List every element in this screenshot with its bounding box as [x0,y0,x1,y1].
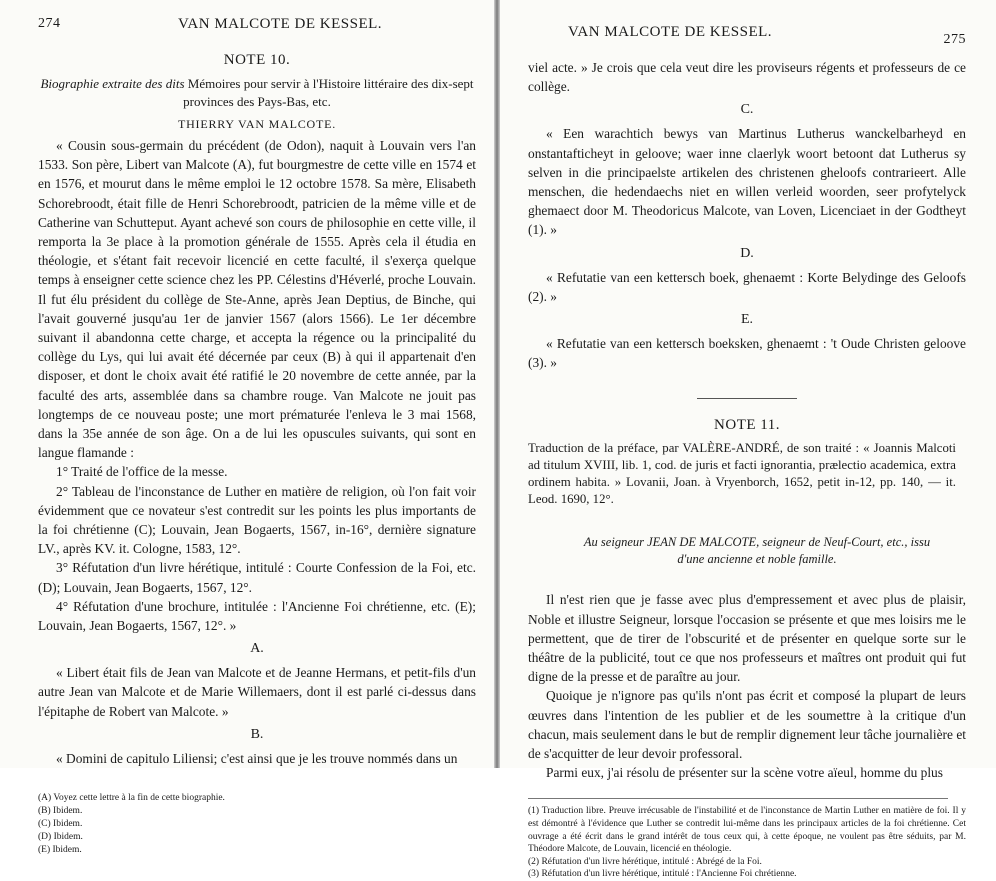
section-b-text: « Domini de capitulo Liliensi; c'est ainsi que je les trouve nommés dans un [56,750,458,766]
preface-paragraph-3: Parmi eux, j'ai résolu de présenter sur la scène votre aïeul, homme du plus [546,765,943,781]
note-10-subtitle [38,75,476,111]
section-b-letter: B. [250,726,264,742]
left-page [0,0,496,856]
footnote-b: (B) Ibidem. [38,806,83,817]
subtitle-italic: Biographie extraite des dits [40,76,185,91]
footnote-2: (2) Réfutation d'un livre hérétique, intitulé : Abrégé de la Foi. [528,856,762,867]
footnote-c: (C) Ibidem. [38,819,83,830]
section-d-letter: D. [740,245,754,261]
right-running-head [528,18,966,47]
section-d-text: « Refutatie van een kettersch boek, ghenaemt : Korte Belydinge des Geloofs (2). » [528,269,966,304]
work-item-3: 3° Réfutation d'un livre hérétique, intitulé : Courte Confession de la Foi, etc. (D); Louvain, Jean Bogaerts, 1567, 12°. [38,560,476,595]
section-c-text: « Een warachtich bewys van Martinus Lutherus wanckelbarheyd en onstantafticheyt in geloove; waer inne claerlyk woort betoont dat Lutherus sy selven in die principaelste artikelen des christenen gheloofs contrarieert. Alle menschen, die hedendaechs niet en willen verleid woorden, seer profytelyck ghemaect door M. Theodoricus Malcote, van Loven, Licenciaet in der Godtheyt (1). » [528,126,966,238]
biography-paragraph: « Cousin sous-germain du précédent (de Odon), naquit à Louvain vers l'an 1533. Son père, Libert van Malcote (A), fut bourgmestre de cette ville en 1574 et en 1576, et mourut dans le même emploi le 12 octobre 1578. Sa mère, Elisabeth Schorebroodt, était fille de Henri Schorebroodt, patricien de la même ville et de Catherine van Schutteput. Ayant achevé son cours de philosophie en cette ville, il remporta la 3e place à la promotion générale de 1555. Après cela il étudia en théologie, et s'étant fait recevoir licencié en cette faculté, il s'exerça quelque temps à enseigner cette science chez les PP. Célestins d'Héverlé, proche Louvain. Il fut élu président du collège de Ste-Anne, après Jean Deptius, de Binche, qui l'avait gouverné jusqu'au 1er de janvier 1567 (alors 1566). Le 1er décembre suivant il abandonna cette charge, et accepta la régence ou la principalité du collège du Lys, qui lui avait été décernée par ceux (B) à qui il appartenait d'en disposer, et dont le choix avait été ratifié le 20 novembre de cette année, par la faculté des arts, assemblée dans sa chambre rouge. Van Malcote ne jouit pas longtemps de ce nouveau poste; une mort prématurée l'enleva le 3 mai 1568, dans la 35e année de son âge. On a de lui les opuscules suivants, qui sont en langue flamande : [38,138,476,461]
section-e-text: « Refutatie van een kettersch boeksken, ghenaemt : 't Oude Christen geloove (3). » [528,336,966,371]
dedication: Au seigneur JEAN DE MALCOTE, seigneur de Neuf-Court, etc., issu d'une ancienne et noble famille. [583,535,931,567]
left-footnotes [38,792,476,857]
note-10-heading: NOTE 10. [223,52,291,68]
preface-paragraph-1: Il n'est rien que je fasse avec plus d'empressement et avec plus de plaisir, Noble et illustre Seigneur, lorsque l'occasion se présente et que mes loisirs me le permettent, que de tirer de l'obscurité et de présenter en quelque sorte sur le théâtre de la publicité, tout ce que nos professeurs et maîtres ont produit qui fut digne de la presse et de paraître au jour. [528,592,966,685]
work-item-1: 1° Traité de l'office de la messe. [56,464,228,480]
section-a-letter: A. [250,641,264,657]
work-item-4: 4° Réfutation d'une brochure, intitulée : l'Ancienne Foi chrétienne, etc. (E); Louvain, Jean Bogaerts, 1567, 12°. » [38,598,476,634]
note-11-heading: NOTE 11. [714,417,780,434]
right-footnotes [528,805,966,881]
footnote-rule [528,798,948,799]
footnote-1: (1) Traduction libre. Preuve irrécusable de l'instabilité et de l'inconstance de Martin Luther en matière de foi. Il y est démontré à l'évidence que Luther se contredit lui-même dans les principaux articles de la foi chrétienne. Cet ouvrage a été écrit dans le grand intérêt de tous ceux qui, à cette époque, ne voulent pas être séduits, par M. Théodore Malcote, de Louvain, licencié en théologie. [528,806,966,855]
footnote-a: (A) Voyez cette lettre à la fin de cette biographie. [38,793,225,804]
right-page [500,0,996,880]
person-heading: THIERRY VAN MALCOTE. [177,117,337,131]
right-running-title: VAN MALCOTE DE KESSEL. [568,24,773,40]
left-running-head [38,16,476,38]
translation-note: Traduction de la préface, par VALÈRE-ANDRÉ, de son traité : « Joannis Malcoti ad titulum XVIII, lib. 1, cod. de juris et facti ignorantia, prælectio academica, extra ordinem habita. » Lovanii, Joan. à Vryenborch, 1652, petit in-12, pp. 140, — it. Leod. 1690, 12°. [528,441,956,507]
left-running-title: VAN MALCOTE DE KESSEL. [178,16,383,32]
right-page-number: 275 [943,32,966,47]
section-c-letter: C. [740,102,754,118]
footnote-d: (D) Ibidem. [38,832,83,843]
continuation-text: viel acte. » Je crois que cela veut dire les proviseurs régents et professeurs de ce collège. [528,60,966,95]
footnote-3: (3) Réfutation d'un livre hérétique, intitulé : l'Ancienne Foi chrétienne. [528,869,797,880]
footnote-e: (E) Ibidem. [38,845,82,856]
preface-paragraph-2: Quoique je n'ignore pas qu'ils n'ont pas écrit et composé la plupart de leurs œuvres dans l'intention de les publier et de les soumettre à la critique d'un chacun, mais seulement dans le but de remplir dignement leur tâche journalière et de s'acquitter de leur devoir professoral. [528,688,966,762]
work-item-2: 2° Tableau de l'inconstance de Luther en matière de religion, où l'on fait voir évidemment que ce novateur s'est contredit sur les points les plus importants de la foi chrétienne (C); Louvain, Jean Bogaerts, 1567, in-16°, dernière signature LV., après KV. it. Cologne, 1583, 12°. [38,483,476,557]
section-a-text: « Libert était fils de Jean van Malcote et de Jeanne Hermans, et petit-fils d'un autre Jean van Malcote et de Marie Willemaers, dont il est parlé ci-dessus dans l'épitaphe de Robert van Malcote. » [38,665,476,719]
section-e-letter: E. [740,312,754,328]
separator-rule [697,398,797,399]
left-page-number: 274 [38,16,61,31]
subtitle-rest: Mémoires pour servir à l'Histoire littéraire des dix-sept provinces des Pays-Bas, etc. [183,76,474,109]
